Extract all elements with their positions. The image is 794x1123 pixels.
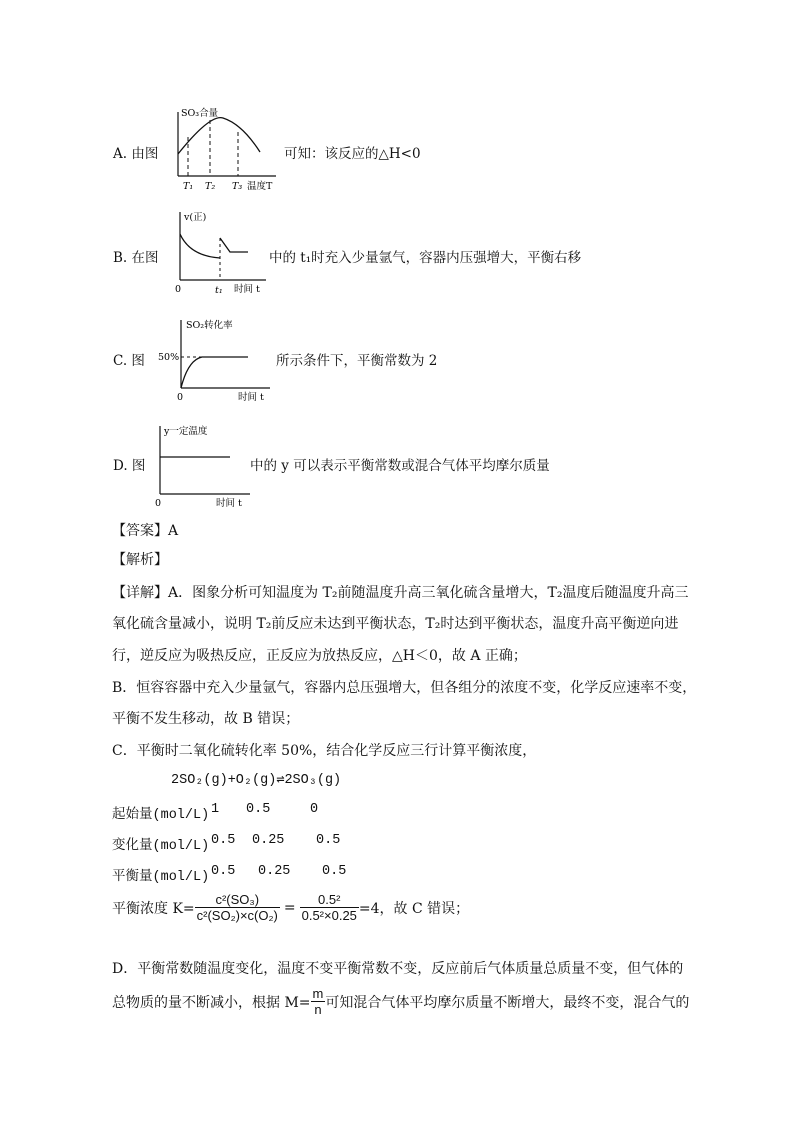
k-prefix: 平衡浓度 K= [112, 900, 195, 917]
detail-b-line1: B．恒容容器中充入少量氩气，容器内总压强增大，但各组分的浓度不变，化学反应速率不变， [112, 680, 697, 696]
k-expression [112, 892, 469, 923]
graph-a-t3: T₃ [232, 181, 243, 192]
row-initial [112, 802, 209, 823]
graph-c-xlabel: 时间 t [238, 392, 264, 402]
option-d-prefix: D. 图 [113, 458, 146, 474]
row-change-v2: 0.25 [252, 833, 285, 848]
graph-b [170, 208, 270, 296]
row-change-label: 变化量(mol/L) [112, 839, 210, 854]
row-equilibrium-v2: 0.25 [258, 864, 291, 879]
detail-d-line2-post: 可知混合气体平均摩尔质量不断增大，最终不变，混合气的 [325, 994, 690, 1011]
fraction-n: n [314, 1002, 322, 1017]
row-initial-label: 起始量(mol/L) [112, 808, 210, 823]
answer-line: 【答案】A [112, 523, 179, 539]
option-c-prefix: C. 图 [113, 353, 145, 369]
graph-a-t1: T₁ [183, 181, 194, 192]
detail-d-line2-pre: 总物质的量不断减小，根据 M= [112, 994, 311, 1011]
k-numerator-1: c²(SO₃) [195, 892, 280, 908]
row-equilibrium-v1: 0.5 [211, 864, 236, 879]
detail-d-line1: D．平衡常数随温度变化，温度不变平衡常数不变，反应前后气体质量总质量不变，但气体的 [112, 961, 684, 977]
graph-d-ylabel: y一定温度 [164, 426, 208, 437]
detail-b-line2: 平衡不发生移动，故 B 错误； [112, 711, 300, 727]
option-d-suffix: 中的 y 可以表示平衡常数或混合气体平均摩尔质量 [250, 458, 550, 474]
option-b-suffix: 中的 t₁时充入少量氩气，容器内压强增大，平衡右移 [269, 250, 582, 266]
graph-b-t1: t₁ [215, 285, 223, 296]
row-initial-v1: 1 [211, 802, 220, 817]
graph-b-origin: 0 [175, 284, 182, 295]
k-equals: = [283, 899, 296, 916]
graph-c-origin: 0 [177, 392, 184, 402]
row-initial-v2: 0.5 [246, 802, 271, 817]
graph-d [150, 422, 254, 508]
graph-c-ylabel: SO₂转化率 [186, 320, 233, 331]
graph-d-origin: 0 [155, 498, 162, 508]
k-numerator-2: 0.5² [300, 892, 359, 908]
option-c-suffix: 所示条件下，平衡常数为 2 [276, 353, 438, 369]
detail-c-line1: C．平衡时二氧化硫转化率 50%，结合化学反应三行计算平衡浓度， [112, 743, 537, 759]
option-a-suffix: 可知：该反应的△H<0 [284, 146, 421, 162]
option-a-prefix: A. 由图 [113, 146, 159, 162]
k-denominator-2: 0.5²×0.25 [301, 908, 357, 923]
row-equilibrium-label: 平衡量(mol/L) [112, 870, 210, 885]
fraction-m: m [312, 986, 324, 1001]
detail-a-line3: 行，逆反应为吸热反应，正反应为放热反应，△H＜0，故 A 正确； [112, 648, 527, 664]
k-denominator-1: c²(SO₂)×c(O₂) [196, 908, 278, 923]
graph-a-t2: T₂ [205, 181, 216, 192]
detail-a-line1: 【详解】A．图象分析可知温度为 T₂前随温度升高三氧化硫含量增大，T₂温度后随温度升高三 [112, 585, 689, 601]
detail-d-line2 [112, 986, 689, 1017]
option-b-prefix: B. 在图 [113, 250, 159, 266]
row-initial-v3: 0 [310, 802, 319, 817]
graph-a [168, 104, 280, 196]
m-over-n-fraction [311, 986, 326, 1017]
analysis-title: 【解析】 [112, 552, 168, 568]
graph-b-xlabel: 时间 t [234, 284, 260, 295]
k-suffix: =4，故 C 错误； [358, 900, 470, 917]
graph-c-level: 50% [158, 352, 180, 363]
row-change-v3: 0.5 [316, 833, 341, 848]
graph-a-xlabel: 温度T [247, 181, 273, 192]
k-fraction-1 [195, 892, 280, 923]
k-fraction-2 [300, 892, 359, 923]
row-change-v1: 0.5 [211, 833, 236, 848]
detail-a-line2: 氧化硫含量减小，说明 T₂前反应未达到平衡状态，T₂时达到平衡状态，温度升高平衡逆向进 [112, 616, 679, 632]
graph-b-ylabel: v(正) [184, 212, 207, 223]
reaction-equation: 2SO₂(g)+O₂(g)⇌2SO₃(g) [171, 773, 342, 788]
row-equilibrium-v3: 0.5 [322, 864, 347, 879]
graph-c [158, 316, 274, 402]
graph-d-xlabel: 时间 t [216, 498, 242, 508]
graph-a-ylabel: SO₃合量 [181, 108, 219, 119]
